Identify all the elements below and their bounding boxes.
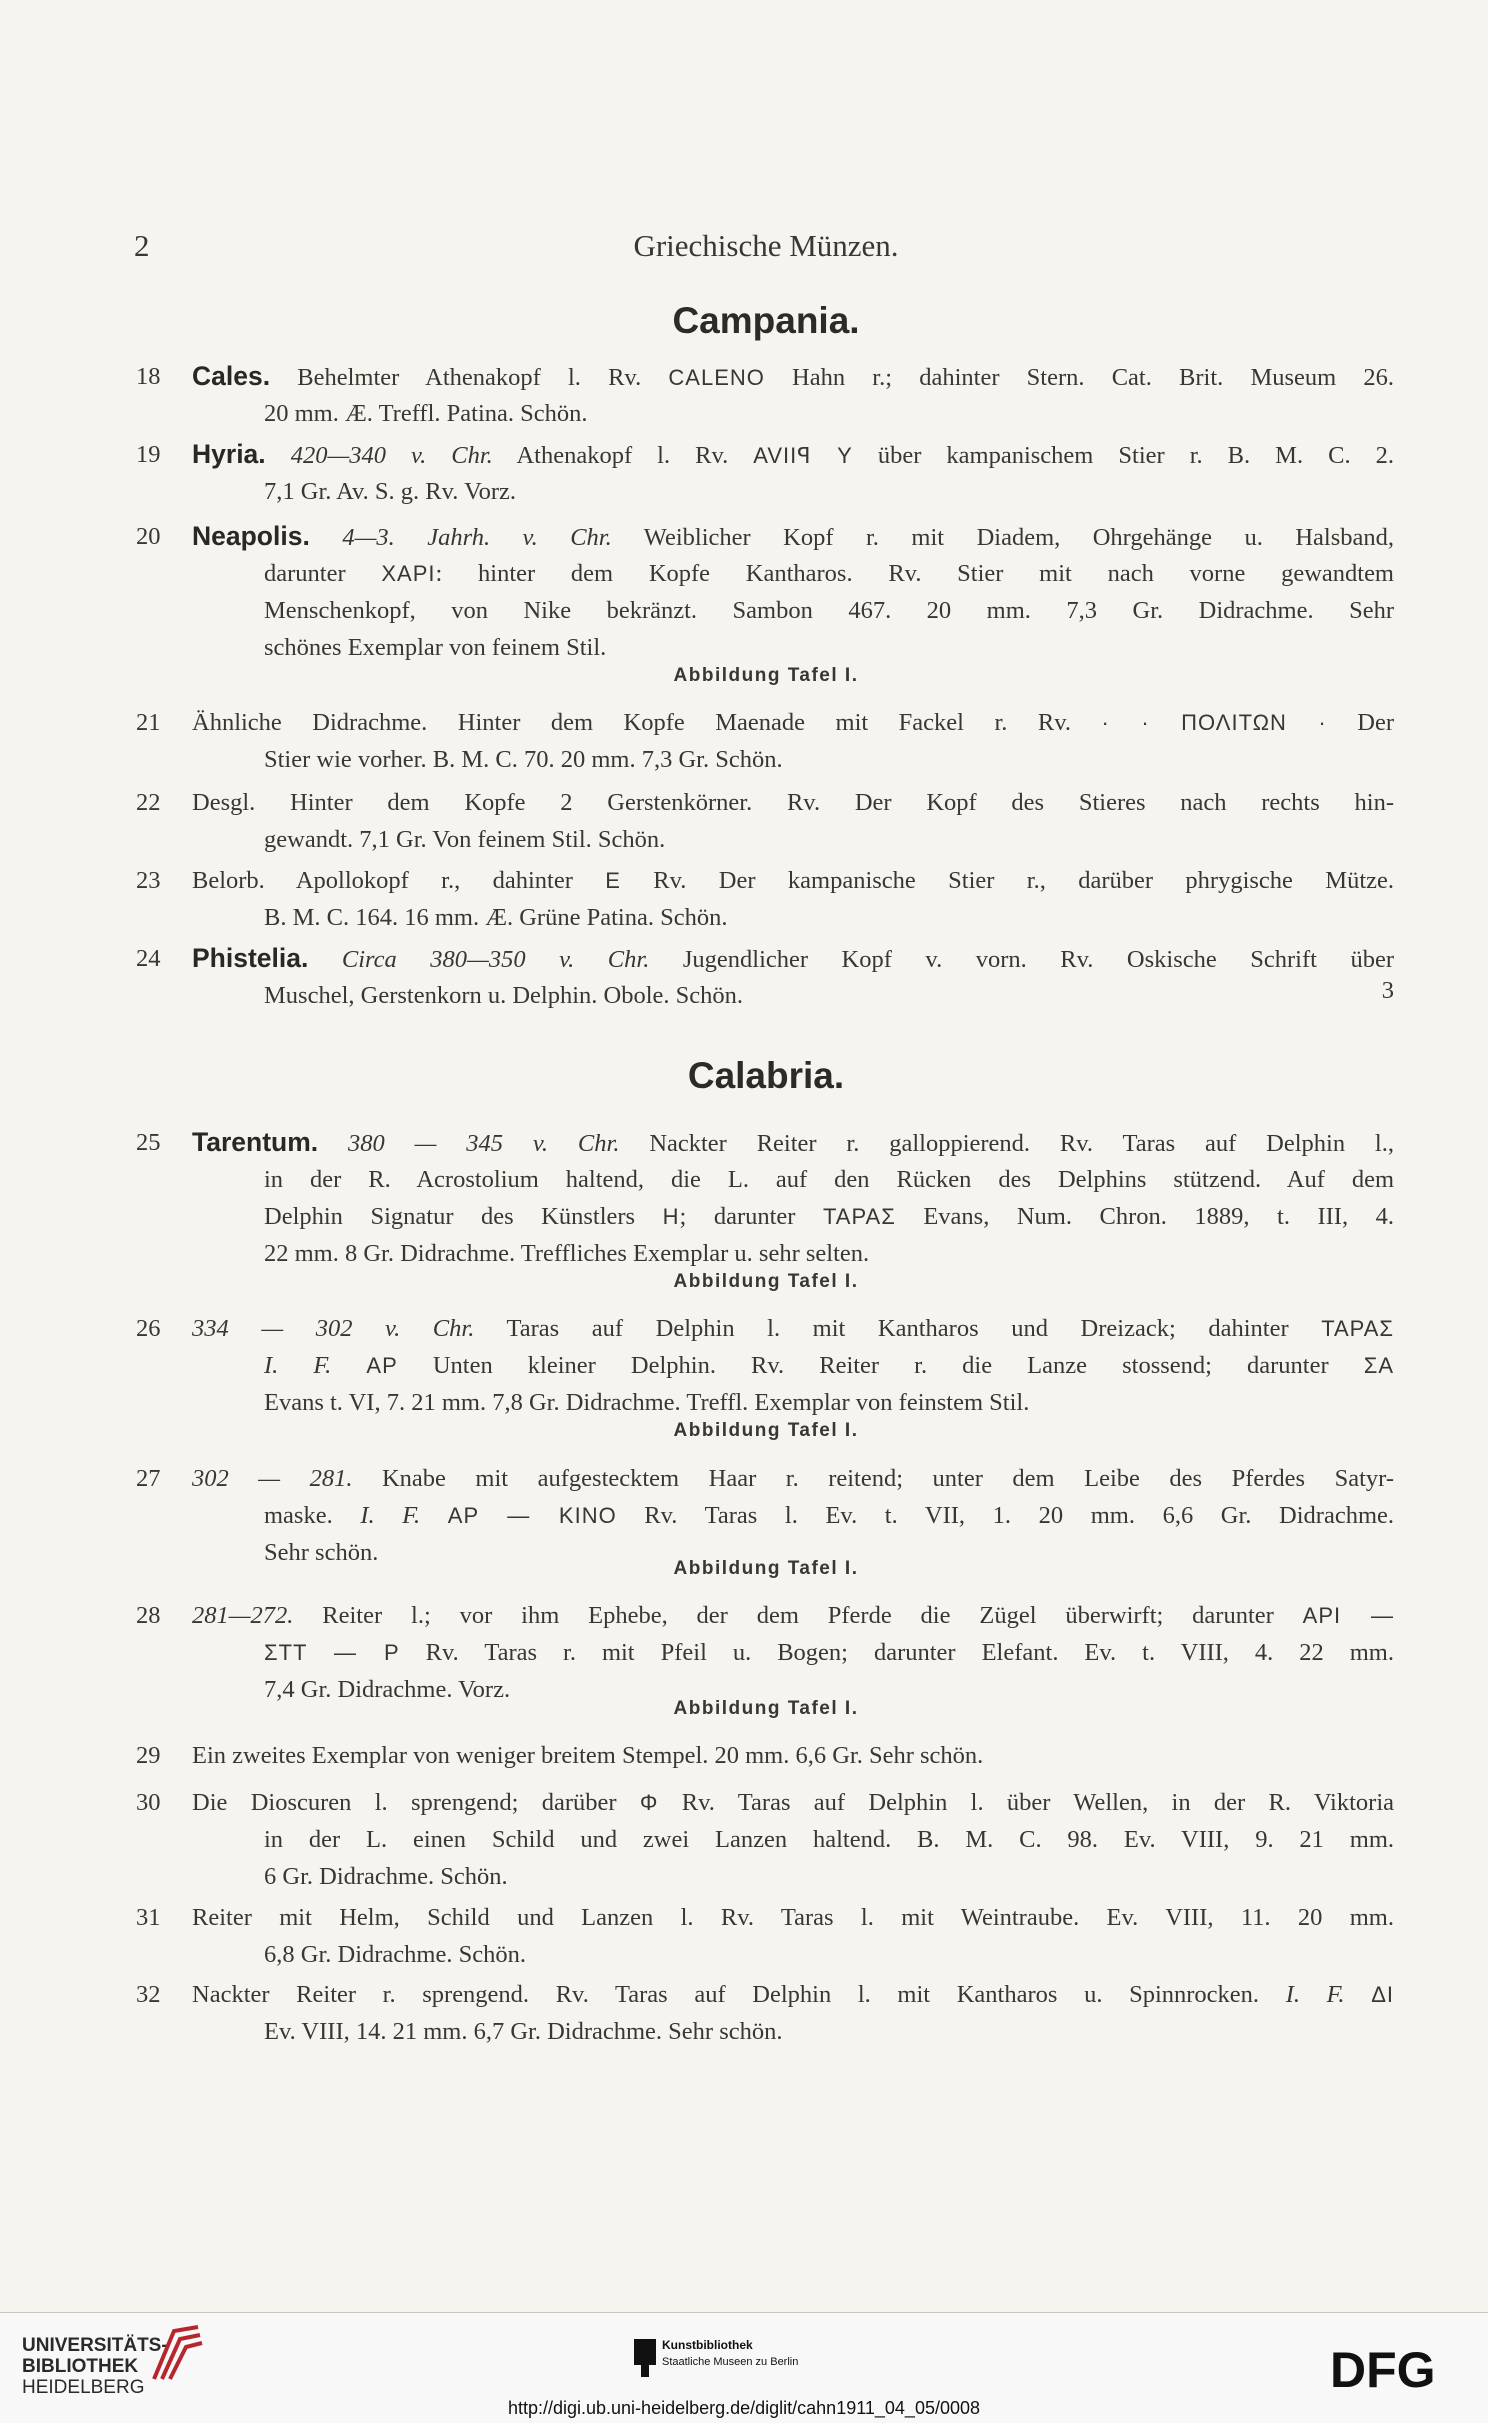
entry-line: Stier wie vorher. B. M. C. 70. 20 mm. 7,3 Gr. Schön. (264, 746, 783, 773)
section-heading-campania: Campania. (672, 300, 860, 341)
date-range: 334 — 302 v. Chr. (192, 1315, 475, 1342)
entry-number: 22 (136, 789, 161, 816)
date-range: 380 — 345 v. Chr. (348, 1130, 620, 1157)
entry-line: 6,8 Gr. Didrachme. Schön. (264, 1941, 526, 1968)
coin-legend: · · ΠΟΛΙΤΩΝ · (1101, 710, 1327, 735)
catalog-entry-20 (136, 518, 1395, 666)
entry-line: B. M. C. 164. 16 mm. Æ. Grüne Patina. Schön. (264, 904, 728, 931)
entry-line: in der R. Acrostolium haltend, die L. auf den Rücken des Delphins stützend. Auf dem (264, 1166, 1394, 1193)
date-range: Circa 380—350 v. Chr. (341, 946, 650, 973)
entry-number: 25 (136, 1129, 161, 1156)
svg-text:DFG: DFG (1330, 2345, 1436, 2391)
entry-line: 302 — 281. Knabe mit aufgestecktem Haar r. reitend; unter dem Leibe des Pferdes Satyr- (192, 1465, 1394, 1492)
entry-line: Neapolis. 4—3. Jahrh. v. Chr. Weiblicher Kopf r. mit Diadem, Ohrgehänge u. Halsband, (192, 521, 1395, 551)
entry-line: Muschel, Gerstenkorn u. Delphin. Obole. Schön. (264, 982, 744, 1009)
plate-reference: Abbildung Tafel I. (673, 1420, 859, 1441)
coin-legend: XAPI (381, 561, 436, 586)
catalog-entry-21 (136, 704, 1394, 778)
entry-line: Belorb. Apollokopf r., dahinter E Rv. Der kampanische Stier r., darüber phrygische Mütze. (192, 867, 1394, 894)
coin-legend: AVIIꟼ Y (753, 443, 853, 468)
page-number: 2 (134, 228, 150, 263)
coin-legend: ΔI (1371, 1982, 1394, 2007)
coin-legend: CALENO (668, 365, 765, 390)
permalink-url[interactable]: http://digi.ub.uni-heidelberg.de/diglit/cahn1911_04_05/0008 (507, 2398, 981, 2418)
entry-line: Desgl. Hinter dem Kopfe 2 Gerstenkörner. Rv. Der Kopf des Stieres nach rechts hin- (192, 789, 1394, 816)
date-range: 420—340 v. Chr. (290, 442, 493, 469)
coin-legend: AP (366, 1353, 398, 1378)
coin-legend: ΣA (1363, 1353, 1395, 1378)
museum-emblem-icon (634, 2339, 656, 2377)
entry-line: Delphin Signatur des Künstlers H; darunter TAPAΣ Evans, Num. Chron. 1889, t. III, 4. (264, 1203, 1394, 1230)
entry-number: 28 (136, 1602, 161, 1629)
entry-line: ΣTT — P Rv. Taras r. mit Pfeil u. Bogen; darunter Elefant. Ev. t. VIII, 4. 22 mm. (264, 1639, 1394, 1666)
entry-line: 22 mm. 8 Gr. Didrachme. Treffliches Exemplar u. sehr selten. (264, 1240, 870, 1267)
mint-name: Phistelia. (192, 943, 309, 973)
entry-number: 29 (136, 1742, 161, 1769)
mint-name: Hyria. (192, 439, 266, 469)
catalog-entry-30 (136, 1784, 1395, 1895)
entry-number: 27 (136, 1465, 161, 1492)
entry-number: 31 (136, 1904, 161, 1931)
entry-line: Ähnliche Didrachme. Hinter dem Kopfe Maenade mit Fackel r. Rv. · · ΠΟΛΙΤΩΝ · Der (192, 709, 1394, 736)
entry-line: 281—272. Reiter l.; vor ihm Ephebe, der dem Pferde die Zügel überwirft; darunter API — (192, 1602, 1394, 1629)
section-heading-calabria: Calabria. (687, 1055, 845, 1096)
plate-reference: Abbildung Tafel I. (673, 1698, 859, 1719)
entry-number: 20 (136, 523, 161, 550)
catalog-entry-26 (136, 1310, 1395, 1421)
plate-reference: Abbildung Tafel I. (673, 1271, 859, 1292)
entry-line: 7,1 Gr. Av. S. g. Rv. Vorz. (264, 478, 517, 505)
entry-line: in der L. einen Schild und zwei Lanzen haltend. B. M. C. 98. Ev. VIII, 9. 21 mm. (264, 1826, 1394, 1853)
entry-number: 26 (136, 1315, 161, 1342)
catalog-entry-19 (136, 436, 1394, 510)
university-library-logo[interactable]: UNIVERSITÄTS- BIBLIOTHEK HEIDELBERG (22, 2335, 168, 2398)
entry-line: Cales. Behelmter Athenakopf l. Rv. CALENO Hahn r.; dahinter Stern. Cat. Brit. Museum 26. (192, 361, 1394, 391)
entry-number: 18 (136, 363, 161, 390)
catalog-entry-29 (136, 1737, 1394, 1774)
entry-line: 20 mm. Æ. Treffl. Patina. Schön. (264, 400, 588, 427)
kunstbibliothek-logo[interactable]: Kunstbibliothek Staatliche Museen zu Berlin (662, 2338, 799, 2368)
margin-note: 3 (1381, 977, 1394, 1004)
plate-reference: Abbildung Tafel I. (673, 1558, 859, 1579)
catalog-entry-32 (136, 1976, 1394, 2050)
entry-line: Menschenkopf, von Nike bekränzt. Sambon 467. 20 mm. 7,3 Gr. Didrachme. Sehr (264, 597, 1394, 624)
date-range: 302 — 281. (192, 1465, 353, 1492)
date-range: 281—272. (192, 1602, 294, 1629)
entry-line: maske. I. F. AP — KINO Rv. Taras l. Ev. t. VII, 1. 20 mm. 6,6 Gr. Didrachme. (264, 1502, 1395, 1529)
plate-reference: Abbildung Tafel I. (673, 665, 859, 686)
catalog-entry-24 (136, 940, 1394, 1014)
entry-line: Hyria. 420—340 v. Chr. Athenakopf l. Rv. AVIIꟼ Y über kampanischem Stier r. B. M. C. 2. (192, 439, 1394, 469)
entry-line: Ein zweites Exemplar von weniger breitem Stempel. 20 mm. 6,6 Gr. Sehr schön. (192, 1742, 984, 1769)
entry-number: 24 (136, 945, 161, 972)
dfg-logo[interactable] (1330, 2345, 1470, 2391)
mint-name: Cales. (192, 361, 271, 391)
mint-name: Neapolis. (192, 521, 310, 551)
catalog-entry-27 (136, 1460, 1395, 1571)
entry-number: 30 (136, 1789, 161, 1816)
date-range: 4—3. Jahrh. v. Chr. (342, 524, 612, 551)
mint-name: Tarentum. (192, 1127, 319, 1157)
entry-line: Evans t. VI, 7. 21 mm. 7,8 Gr. Didrachme. Treffl. Exemplar von feinstem Stil. (264, 1389, 1030, 1416)
running-header (0, 228, 1488, 268)
entry-line: Tarentum. 380 — 345 v. Chr. Nackter Reiter r. galloppierend. Rv. Taras auf Delphin l., (192, 1127, 1394, 1157)
running-title: Griechische Münzen. (633, 228, 899, 263)
entry-line: 334 — 302 v. Chr. Taras auf Delphin l. mit Kantharos und Dreizack; dahinter TAPAΣ (192, 1315, 1394, 1342)
entry-number: 23 (136, 867, 161, 894)
entry-number: 21 (136, 709, 161, 736)
entry-line: gewandt. 7,1 Gr. Von feinem Stil. Schön. (264, 826, 666, 853)
catalog-entry-28 (136, 1597, 1394, 1708)
entry-line: 7,4 Gr. Didrachme. Vorz. (264, 1676, 511, 1703)
catalog-entry-31 (136, 1899, 1394, 1973)
entry-line: Reiter mit Helm, Schild und Lanzen l. Rv. Taras l. mit Weintraube. Ev. VIII, 11. 20 mm. (192, 1904, 1394, 1931)
entry-line: darunter XAPI: hinter dem Kopfe Kantharos. Rv. Stier mit nach vorne gewandtem (264, 560, 1394, 587)
catalog-entry-22 (136, 784, 1394, 858)
coin-legend: TAPAΣ (1321, 1316, 1394, 1341)
coin-legend: TAPAΣ (823, 1204, 896, 1229)
catalog-entry-18 (136, 358, 1394, 432)
catalog-entry-25 (136, 1124, 1394, 1272)
coin-legend: API — (1302, 1603, 1394, 1628)
coin-legend: ΣTT — P (264, 1640, 400, 1665)
entry-line: Sehr schön. (264, 1539, 379, 1566)
entry-line: 6 Gr. Didrachme. Schön. (264, 1863, 508, 1890)
coin-legend: E (605, 868, 621, 893)
coin-legend: H (662, 1204, 680, 1229)
coin-legend: Φ (639, 1790, 659, 1815)
coin-legend: AP — KINO (447, 1503, 617, 1528)
entry-line: I. F. AP Unten kleiner Delphin. Rv. Reiter r. die Lanze stossend; darunter ΣA (264, 1352, 1395, 1379)
entry-number: 32 (136, 1981, 161, 2008)
university-emblem-icon (148, 2321, 206, 2385)
viewer-footer (0, 2312, 1488, 2423)
entry-line: schönes Exemplar von feinem Stil. (264, 634, 607, 661)
entry-line: Phistelia. Circa 380—350 v. Chr. Jugendlicher Kopf v. vorn. Rv. Oskische Schrift über (192, 943, 1394, 973)
entry-number: 19 (136, 441, 161, 468)
catalog-entry-23 (136, 862, 1394, 936)
entry-line: Nackter Reiter r. sprengend. Rv. Taras auf Delphin l. mit Kantharos u. Spinnrocken. I. F. ΔI (192, 1981, 1394, 2008)
entry-line: Ev. VIII, 14. 21 mm. 6,7 Gr. Didrachme. Sehr schön. (264, 2018, 783, 2045)
entry-line: Die Dioscuren l. sprengend; darüber Φ Rv. Taras auf Delphin l. über Wellen, in der R. Viktoria (192, 1789, 1395, 1816)
